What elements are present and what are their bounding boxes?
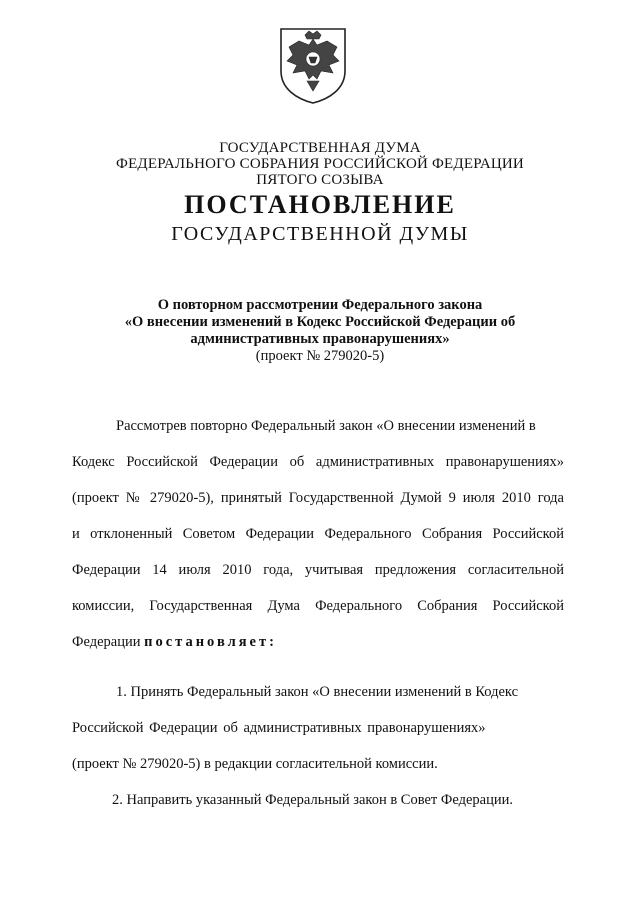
document-subtitle: ГОСУДАРСТВЕННОЙ ДУМЫ — [171, 223, 469, 245]
intro-line-6: комиссии, Государственная Дума Федерального Собрания Российской — [72, 598, 564, 614]
intro-line-5: Федерации 14 июля 2010 года, учитывая предложения согласительной — [72, 562, 564, 578]
item1-line-1: 1. Принять Федеральный закон «О внесении изменений в Кодекс — [116, 684, 519, 700]
item2-line-1: 2. Направить указанный Федеральный закон в Совет Федерации. — [112, 792, 513, 808]
intro-last-word: Федерации — [72, 634, 141, 650]
item1-line-3: (проект № 279020-5) в редакции согласительной комиссии. — [72, 756, 438, 772]
subject-project-number: (проект № 279020-5) — [255, 348, 385, 364]
intro-line-1: Рассмотрев повторно Федеральный закон «О внесении изменений в — [116, 418, 536, 434]
header-line-2: ФЕДЕРАЛЬНОГО СОБРАНИЯ РОССИЙСКОЙ ФЕДЕРАЦИИ — [116, 156, 524, 172]
intro-line-4: и отклоненный Советом Федерации Федерального Собрания Российской — [72, 526, 564, 542]
resolution-item-2 — [72, 792, 564, 812]
intro-line-2: Кодекс Российской Федерации об административных правонарушениях» — [72, 454, 564, 470]
header-line-3: ПЯТОГО СОЗЫВА — [256, 172, 384, 188]
header-line-1: ГОСУДАРСТВЕННАЯ ДУМА — [219, 140, 421, 156]
document-title: ПОСТАНОВЛЕНИЕ — [184, 190, 456, 219]
resolution-item-1 — [72, 684, 564, 774]
subject-line-2: «О внесении изменений в Кодекс Российской Федерации об — [124, 314, 516, 330]
resolves-word: постановляет: — [144, 634, 277, 650]
intro-line-3: (проект № 279020-5), принятый Государственной Думой 9 июля 2010 года — [72, 490, 564, 506]
coat-of-arms-emblem — [275, 25, 351, 105]
duma-header — [0, 140, 640, 188]
subject-line-3: административных правонарушениях» — [190, 331, 450, 347]
intro-line-7 — [72, 634, 564, 651]
intro-paragraph — [72, 418, 564, 658]
item1-line-2: Российской Федерации об административных правонарушениях» — [72, 720, 486, 736]
resolution-subject — [0, 297, 640, 365]
subject-line-1: О повторном рассмотрении Федерального закона — [157, 297, 483, 313]
